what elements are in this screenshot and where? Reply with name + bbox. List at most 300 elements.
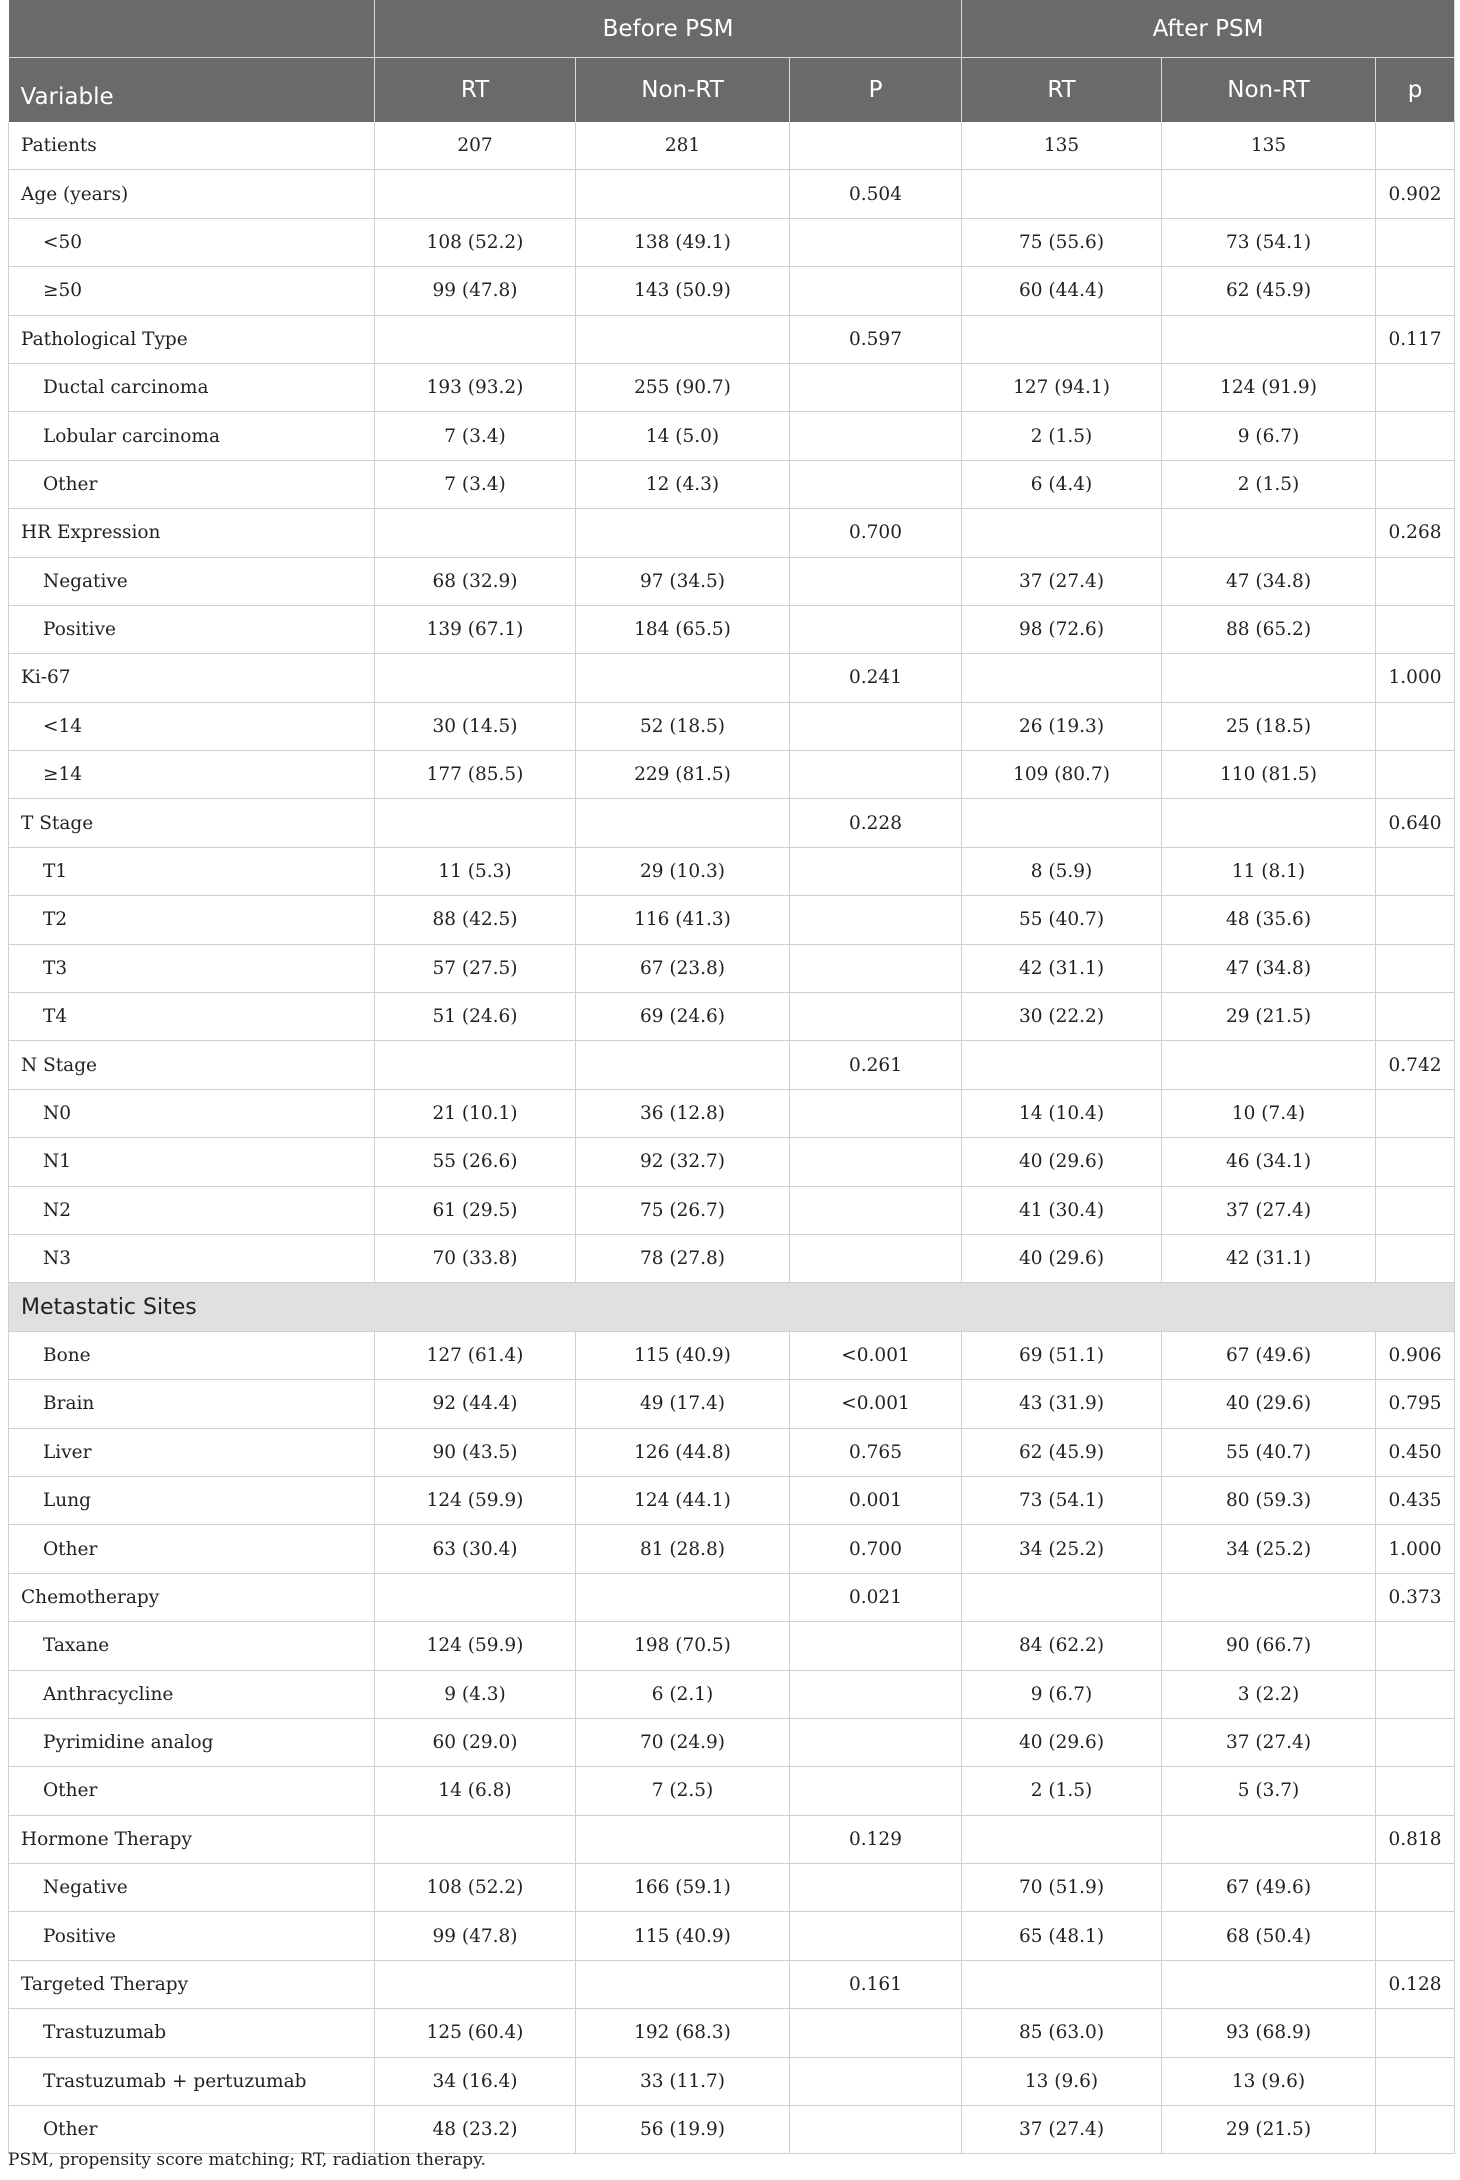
table-cell (1162, 1041, 1376, 1089)
table-cell: 192 (68.3) (576, 2009, 790, 2057)
row-label: Taxane (9, 1622, 375, 1670)
table-row (9, 654, 1455, 702)
table-row (9, 1670, 1455, 1718)
table-row (9, 944, 1455, 992)
table-cell: 135 (962, 122, 1162, 170)
table-cell (790, 460, 962, 508)
table-cell: 61 (29.5) (375, 1186, 576, 1234)
row-label: HR Expression (9, 509, 375, 557)
table-cell: 42 (31.1) (962, 944, 1162, 992)
table-row (9, 605, 1455, 653)
table-cell: 229 (81.5) (576, 751, 790, 799)
table-cell: 135 (1162, 122, 1376, 170)
table-cell: 0.373 (1376, 1573, 1455, 1621)
table-cell (790, 1234, 962, 1282)
table-cell: 98 (72.6) (962, 605, 1162, 653)
table-cell: 70 (51.9) (962, 1864, 1162, 1912)
table-cell: 48 (35.6) (1162, 896, 1376, 944)
table-cell: 0.268 (1376, 509, 1455, 557)
table-cell: 29 (10.3) (576, 847, 790, 895)
table-cell: 6 (2.1) (576, 1670, 790, 1718)
table-row (9, 1380, 1455, 1428)
table-row (9, 1331, 1455, 1379)
row-label: Trastuzumab (9, 2009, 375, 2057)
table-cell: 85 (63.0) (962, 2009, 1162, 2057)
row-label: N3 (9, 1234, 375, 1282)
table-row (9, 1476, 1455, 1524)
table-cell (790, 605, 962, 653)
table-cell (790, 702, 962, 750)
table-cell: 29 (21.5) (1162, 2106, 1376, 2154)
table-cell: 41 (30.4) (962, 1186, 1162, 1234)
table-cell: 13 (9.6) (1162, 2057, 1376, 2105)
table-cell (1162, 799, 1376, 847)
row-label: Targeted Therapy (9, 1960, 375, 2008)
table-cell: 78 (27.8) (576, 1234, 790, 1282)
table-cell: 88 (65.2) (1162, 605, 1376, 653)
table-cell: 70 (24.9) (576, 1718, 790, 1766)
table-cell (790, 1767, 962, 1815)
table-cell: 60 (29.0) (375, 1718, 576, 1766)
table-cell (375, 1815, 576, 1863)
table-cell: <0.001 (790, 1331, 962, 1379)
row-label: Other (9, 1767, 375, 1815)
table-cell: 139 (67.1) (375, 605, 576, 653)
table-cell (1376, 1138, 1455, 1186)
table-cell (375, 509, 576, 557)
table-cell (1376, 896, 1455, 944)
table-cell (1376, 1089, 1455, 1137)
table-cell (1376, 460, 1455, 508)
table-row (9, 1718, 1455, 1766)
table-cell: 25 (18.5) (1162, 702, 1376, 750)
row-label: Patients (9, 122, 375, 170)
table-cell: 34 (16.4) (375, 2057, 576, 2105)
table-cell: 0.021 (790, 1573, 962, 1621)
table-cell: 0.818 (1376, 1815, 1455, 1863)
table-cell: 67 (49.6) (1162, 1331, 1376, 1379)
table-cell: 0.597 (790, 315, 962, 363)
table-cell: 193 (93.2) (375, 363, 576, 411)
table-cell: 10 (7.4) (1162, 1089, 1376, 1137)
table-cell: 207 (375, 122, 576, 170)
table-cell: 36 (12.8) (576, 1089, 790, 1137)
table-row (9, 218, 1455, 266)
table-row (9, 1186, 1455, 1234)
table-row (9, 1622, 1455, 1670)
table-cell (576, 1041, 790, 1089)
table-cell (1376, 1912, 1455, 1960)
table-cell: 0.241 (790, 654, 962, 702)
row-label: N1 (9, 1138, 375, 1186)
table-cell: 57 (27.5) (375, 944, 576, 992)
table-cell (790, 267, 962, 315)
table-cell: 80 (59.3) (1162, 1476, 1376, 1524)
table-cell: 5 (3.7) (1162, 1767, 1376, 1815)
table-cell (790, 944, 962, 992)
table-cell (962, 315, 1162, 363)
table-cell: 70 (33.8) (375, 1234, 576, 1282)
table-row (9, 751, 1455, 799)
table-cell: 88 (42.5) (375, 896, 576, 944)
table-cell (576, 509, 790, 557)
table-cell: 255 (90.7) (576, 363, 790, 411)
table-cell: 52 (18.5) (576, 702, 790, 750)
table-cell (576, 1960, 790, 2008)
table-cell: 0.128 (1376, 1960, 1455, 2008)
row-label: ≥14 (9, 751, 375, 799)
table-cell: 7 (3.4) (375, 412, 576, 460)
table-row (9, 1960, 1455, 2008)
table-cell: 3 (2.2) (1162, 1670, 1376, 1718)
table-cell: 126 (44.8) (576, 1428, 790, 1476)
table-cell (1376, 412, 1455, 460)
table-cell (1376, 993, 1455, 1041)
header-blank (9, 0, 375, 58)
table-cell: 11 (8.1) (1162, 847, 1376, 895)
table-cell: 75 (55.6) (962, 218, 1162, 266)
table-cell: 92 (32.7) (576, 1138, 790, 1186)
row-label: Ductal carcinoma (9, 363, 375, 411)
table-row (9, 993, 1455, 1041)
section-label: Metastatic Sites (9, 1283, 1455, 1331)
table-cell (1376, 1234, 1455, 1282)
table-cell (1376, 557, 1455, 605)
table-cell: 0.261 (790, 1041, 962, 1089)
row-label: Other (9, 2106, 375, 2154)
table-cell (790, 1138, 962, 1186)
table-cell: 281 (576, 122, 790, 170)
table-cell: 29 (21.5) (1162, 993, 1376, 1041)
table-cell: 124 (91.9) (1162, 363, 1376, 411)
table-cell: 9 (4.3) (375, 1670, 576, 1718)
table-cell (1376, 702, 1455, 750)
table-cell (1376, 1670, 1455, 1718)
table-cell (790, 1186, 962, 1234)
table-row (9, 1234, 1455, 1282)
table-cell: 0.001 (790, 1476, 962, 1524)
table-cell: 1.000 (1376, 1525, 1455, 1573)
table-cell: 127 (61.4) (375, 1331, 576, 1379)
table-cell (1376, 363, 1455, 411)
table-cell: 0.161 (790, 1960, 962, 2008)
table-row (9, 363, 1455, 411)
table-row (9, 1912, 1455, 1960)
table-cell (1376, 2106, 1455, 2154)
table-row (9, 799, 1455, 847)
table-cell (1162, 1573, 1376, 1621)
table-cell: 138 (49.1) (576, 218, 790, 266)
table-cell: 56 (19.9) (576, 2106, 790, 2154)
table-cell: 0.117 (1376, 315, 1455, 363)
table-row (9, 1573, 1455, 1621)
table-cell: 26 (19.3) (962, 702, 1162, 750)
table-cell (962, 1041, 1162, 1089)
table-row (9, 896, 1455, 944)
table-cell: 124 (59.9) (375, 1622, 576, 1670)
table-cell: 90 (66.7) (1162, 1622, 1376, 1670)
table-cell: 34 (25.2) (962, 1525, 1162, 1573)
table-cell (375, 315, 576, 363)
table-row (9, 1864, 1455, 1912)
table-cell: 0.906 (1376, 1331, 1455, 1379)
column-header-variable: Variable (9, 58, 375, 123)
table-cell: 43 (31.9) (962, 1380, 1162, 1428)
column-header-nonrt-before: Non-RT (576, 58, 790, 123)
table-cell: 33 (11.7) (576, 2057, 790, 2105)
table-cell: 127 (94.1) (962, 363, 1162, 411)
table-cell (1376, 944, 1455, 992)
table-cell (576, 799, 790, 847)
row-label: Pyrimidine analog (9, 1718, 375, 1766)
table-row (9, 1767, 1455, 1815)
table-cell (962, 799, 1162, 847)
table-cell (1376, 1767, 1455, 1815)
table-cell (1376, 218, 1455, 266)
row-label: Brain (9, 1380, 375, 1428)
table-cell: 1.000 (1376, 654, 1455, 702)
table-cell: 143 (50.9) (576, 267, 790, 315)
table-cell (790, 1912, 962, 1960)
table-cell (1376, 1718, 1455, 1766)
table-cell: 116 (41.3) (576, 896, 790, 944)
table-cell (962, 654, 1162, 702)
table-cell: 30 (22.2) (962, 993, 1162, 1041)
row-label: <14 (9, 702, 375, 750)
row-label: Positive (9, 1912, 375, 1960)
table-cell (576, 1573, 790, 1621)
table-cell: 0.228 (790, 799, 962, 847)
table-cell (375, 654, 576, 702)
group-header-after-psm: After PSM (962, 0, 1455, 58)
table-cell: 73 (54.1) (1162, 218, 1376, 266)
table-cell (1376, 751, 1455, 799)
table-cell: 84 (62.2) (962, 1622, 1162, 1670)
table-cell (790, 218, 962, 266)
table-cell: 30 (14.5) (375, 702, 576, 750)
table-row (9, 122, 1455, 170)
row-label: Negative (9, 557, 375, 605)
table-cell: 21 (10.1) (375, 1089, 576, 1137)
table-cell (790, 751, 962, 799)
table-cell (375, 799, 576, 847)
table-cell: 99 (47.8) (375, 1912, 576, 1960)
row-label: Bone (9, 1331, 375, 1379)
row-label: T Stage (9, 799, 375, 847)
table-cell (1162, 509, 1376, 557)
table-cell: 69 (24.6) (576, 993, 790, 1041)
characteristics-table (8, 0, 1455, 2154)
table-cell: 48 (23.2) (375, 2106, 576, 2154)
table-cell (1376, 122, 1455, 170)
table-cell (1376, 605, 1455, 653)
table-cell: 12 (4.3) (576, 460, 790, 508)
table-cell (375, 170, 576, 218)
table-cell: 37 (27.4) (1162, 1718, 1376, 1766)
table-cell: 11 (5.3) (375, 847, 576, 895)
table-cell (576, 1815, 790, 1863)
table-cell (1162, 654, 1376, 702)
table-cell: 49 (17.4) (576, 1380, 790, 1428)
table-cell: 55 (26.6) (375, 1138, 576, 1186)
table-cell: 0.129 (790, 1815, 962, 1863)
table-cell: 7 (2.5) (576, 1767, 790, 1815)
table-cell: 92 (44.4) (375, 1380, 576, 1428)
table-cell (790, 1670, 962, 1718)
table-cell (962, 1960, 1162, 2008)
table-cell: 2 (1.5) (962, 1767, 1162, 1815)
table-cell (962, 1573, 1162, 1621)
table-row (9, 1041, 1455, 1089)
table-cell: 0.435 (1376, 1476, 1455, 1524)
table-cell (790, 412, 962, 460)
table-cell: 108 (52.2) (375, 1864, 576, 1912)
table-cell: 124 (59.9) (375, 1476, 576, 1524)
row-label: Pathological Type (9, 315, 375, 363)
column-header-rt-before: RT (375, 58, 576, 123)
table-cell (1162, 1960, 1376, 2008)
table-cell: 73 (54.1) (962, 1476, 1162, 1524)
row-label: Negative (9, 1864, 375, 1912)
row-label: Lobular carcinoma (9, 412, 375, 460)
table-cell: 125 (60.4) (375, 2009, 576, 2057)
table-row (9, 2057, 1455, 2105)
table-cell: 2 (1.5) (962, 412, 1162, 460)
table-cell: 40 (29.6) (1162, 1380, 1376, 1428)
table-cell: 46 (34.1) (1162, 1138, 1376, 1186)
table-cell (790, 363, 962, 411)
table-cell: 40 (29.6) (962, 1234, 1162, 1282)
table-cell: 14 (6.8) (375, 1767, 576, 1815)
table-cell (1162, 170, 1376, 218)
column-header-p-after: p (1376, 58, 1455, 123)
table-cell: 90 (43.5) (375, 1428, 576, 1476)
table-cell (1376, 847, 1455, 895)
table-cell (790, 1622, 962, 1670)
table-cell: 37 (27.4) (962, 2106, 1162, 2154)
table-cell (576, 170, 790, 218)
table-cell: 42 (31.1) (1162, 1234, 1376, 1282)
table-cell (576, 654, 790, 702)
table-cell: 0.700 (790, 509, 962, 557)
table-row (9, 2009, 1455, 2057)
row-label: Trastuzumab + pertuzumab (9, 2057, 375, 2105)
section-header-row (9, 1283, 1455, 1331)
table-cell: 14 (5.0) (576, 412, 790, 460)
table-cell: 110 (81.5) (1162, 751, 1376, 799)
table-cell: 0.902 (1376, 170, 1455, 218)
table-cell: 65 (48.1) (962, 1912, 1162, 1960)
row-label: N Stage (9, 1041, 375, 1089)
table-cell: 0.742 (1376, 1041, 1455, 1089)
table-cell: 7 (3.4) (375, 460, 576, 508)
row-label: N2 (9, 1186, 375, 1234)
table-cell: 55 (40.7) (962, 896, 1162, 944)
group-header-before-psm: Before PSM (375, 0, 962, 58)
row-label: T2 (9, 896, 375, 944)
table-cell: <0.001 (790, 1380, 962, 1428)
table-cell: 108 (52.2) (375, 218, 576, 266)
table-body (9, 122, 1455, 2154)
row-label: Other (9, 1525, 375, 1573)
table-cell: 40 (29.6) (962, 1718, 1162, 1766)
table-cell: 67 (49.6) (1162, 1864, 1376, 1912)
table-cell (1376, 1186, 1455, 1234)
table-cell: 34 (25.2) (1162, 1525, 1376, 1573)
table-row (9, 267, 1455, 315)
table-row (9, 1428, 1455, 1476)
table-cell (962, 509, 1162, 557)
table-row (9, 1815, 1455, 1863)
table-cell: 0.700 (790, 1525, 962, 1573)
table-cell (790, 1864, 962, 1912)
table-footnote: PSM, propensity score matching; RT, radiation therapy. (8, 2150, 486, 2170)
table-cell: 0.795 (1376, 1380, 1455, 1428)
table-cell: 60 (44.4) (962, 267, 1162, 315)
table-cell: 97 (34.5) (576, 557, 790, 605)
table-cell: 40 (29.6) (962, 1138, 1162, 1186)
table-cell (790, 1089, 962, 1137)
table-cell (790, 2057, 962, 2105)
row-label: Other (9, 460, 375, 508)
table-row (9, 315, 1455, 363)
table-cell (790, 847, 962, 895)
table-cell: 9 (6.7) (962, 1670, 1162, 1718)
table-cell: 13 (9.6) (962, 2057, 1162, 2105)
row-label: Lung (9, 1476, 375, 1524)
table-header (9, 0, 1455, 122)
row-label: T1 (9, 847, 375, 895)
column-header-p-before: P (790, 58, 962, 123)
table-row (9, 557, 1455, 605)
table-cell: 109 (80.7) (962, 751, 1162, 799)
table-cell: 0.504 (790, 170, 962, 218)
table-cell (1376, 2009, 1455, 2057)
table-cell: 0.640 (1376, 799, 1455, 847)
row-label: Chemotherapy (9, 1573, 375, 1621)
row-label: T4 (9, 993, 375, 1041)
table-row (9, 460, 1455, 508)
row-label: Ki-67 (9, 654, 375, 702)
table-cell: 62 (45.9) (962, 1428, 1162, 1476)
table-cell: 184 (65.5) (576, 605, 790, 653)
table-cell: 63 (30.4) (375, 1525, 576, 1573)
table-cell: 198 (70.5) (576, 1622, 790, 1670)
table-cell: 9 (6.7) (1162, 412, 1376, 460)
row-label: Age (years) (9, 170, 375, 218)
table-cell (375, 1573, 576, 1621)
table-cell: 93 (68.9) (1162, 2009, 1376, 2057)
table-cell: 177 (85.5) (375, 751, 576, 799)
table-cell: 62 (45.9) (1162, 267, 1376, 315)
table-cell: 2 (1.5) (1162, 460, 1376, 508)
table-row (9, 702, 1455, 750)
table-cell: 69 (51.1) (962, 1331, 1162, 1379)
table-cell: 55 (40.7) (1162, 1428, 1376, 1476)
table-cell (1376, 2057, 1455, 2105)
table-cell (790, 557, 962, 605)
table-cell (790, 2009, 962, 2057)
table-cell: 68 (32.9) (375, 557, 576, 605)
row-label: Positive (9, 605, 375, 653)
table-row (9, 847, 1455, 895)
table-row (9, 1525, 1455, 1573)
table-cell (1162, 1815, 1376, 1863)
table-cell: 75 (26.7) (576, 1186, 790, 1234)
table-row (9, 2106, 1455, 2154)
row-label: Anthracycline (9, 1670, 375, 1718)
table-cell: 14 (10.4) (962, 1089, 1162, 1137)
